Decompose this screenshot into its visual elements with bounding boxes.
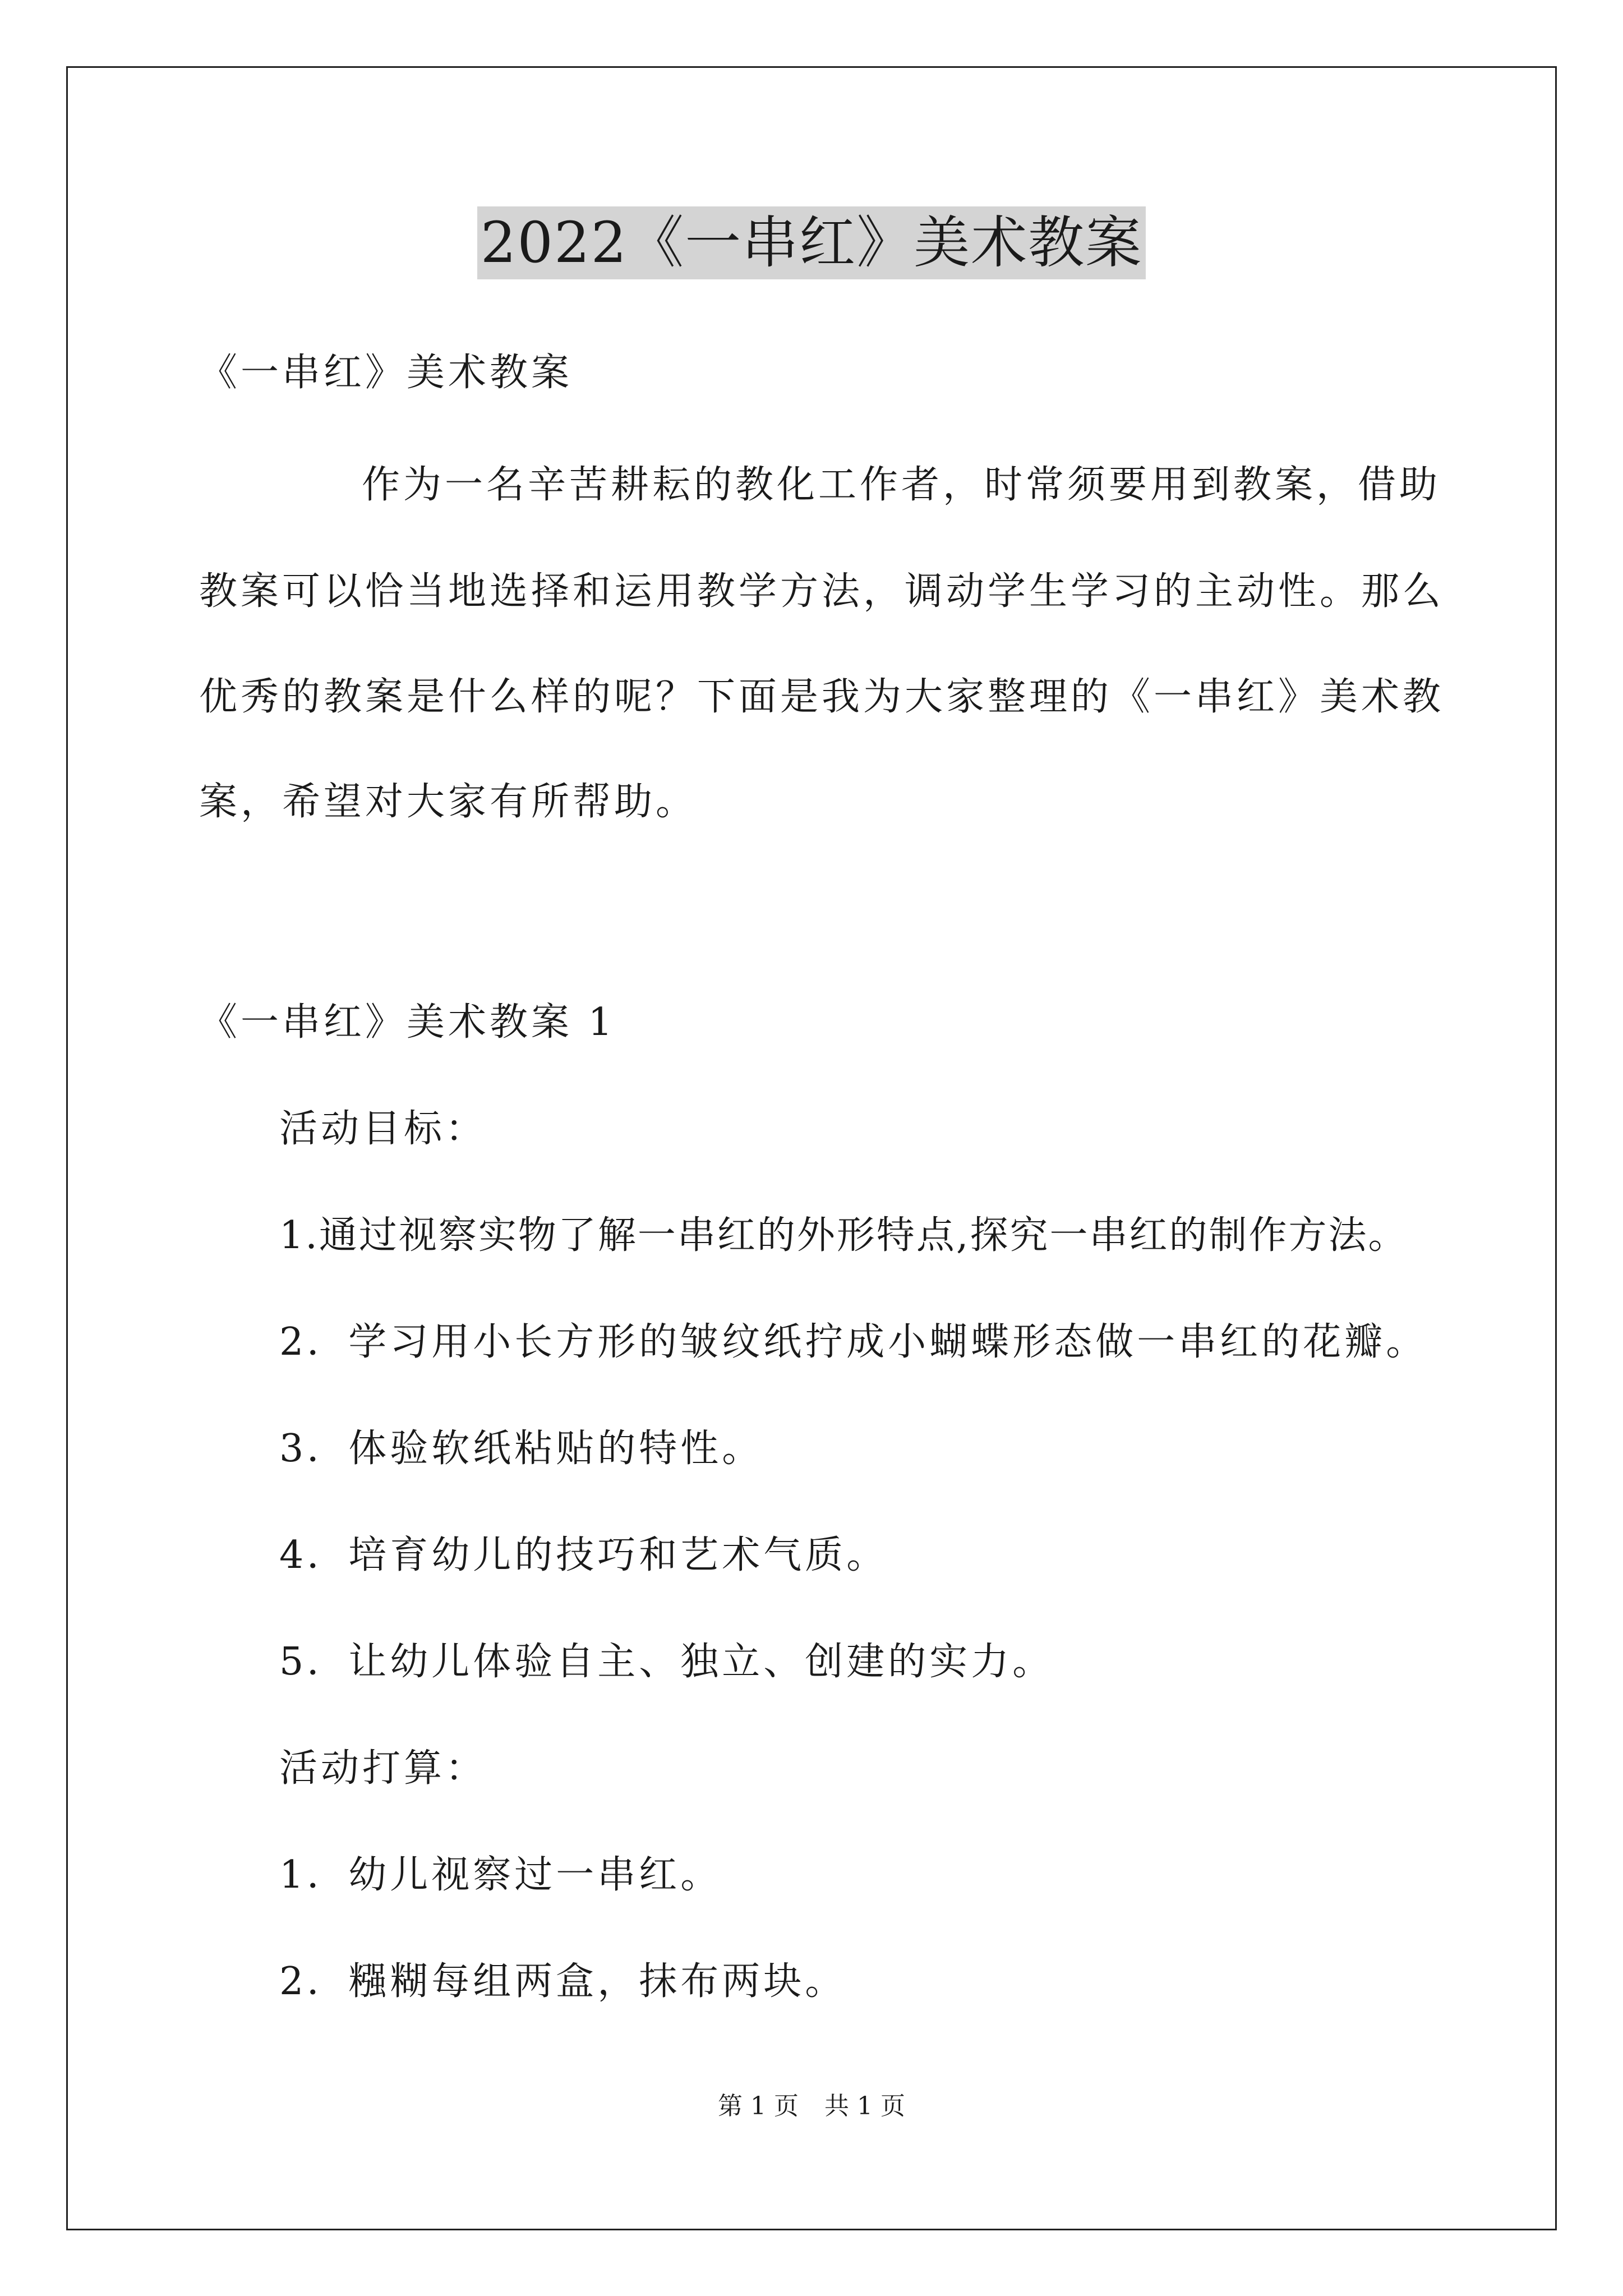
intro-line-3: 优秀的教案是什么样的呢？下面是我为大家整理的《一串红》美术教 <box>199 675 1445 719</box>
intro-line-1: 作为一名辛苦耕耘的教化工作者，时常须要用到教案，借助 <box>362 463 1441 507</box>
prep-item-2: 2．糨糊每组两盒，抹布两块。 <box>279 1959 847 2004</box>
goal-item-4: 4．培育幼儿的技巧和艺术气质。 <box>279 1533 888 1577</box>
prep-item-1: 1．幼儿视察过一串红。 <box>279 1853 722 1897</box>
page-number-current: 第 1 页 <box>718 2092 799 2120</box>
title-container <box>0 206 1623 279</box>
goal-item-2: 2．学习用小长方形的皱纹纸拧成小蝴蝶形态做一串红的花瓣。 <box>279 1320 1428 1364</box>
section-heading: 《一串红》美术教案 1 <box>199 1000 616 1045</box>
goals-heading: 活动目标： <box>279 1107 487 1151</box>
page-footer <box>0 2090 1623 2123</box>
document-title: 2022《一串红》美术教案 <box>477 206 1146 279</box>
intro-line-2: 教案可以恰当地选择和运用教学方法，调动学生学习的主动性。那么 <box>199 569 1445 614</box>
prep-heading: 活动打算： <box>279 1746 487 1791</box>
goal-item-5: 5．让幼儿体验自主、独立、创建的实力。 <box>279 1640 1054 1684</box>
document-subtitle: 《一串红》美术教案 <box>199 351 573 395</box>
goal-item-3: 3．体验软纸粘贴的特性。 <box>279 1427 764 1471</box>
goal-item-1: 1.通过视察实物了解一串红的外形特点,探究一串红的制作方法。 <box>279 1213 1408 1258</box>
page-number-total: 共 1 页 <box>824 2092 905 2120</box>
intro-line-4: 案，希望对大家有所帮助。 <box>199 780 698 824</box>
